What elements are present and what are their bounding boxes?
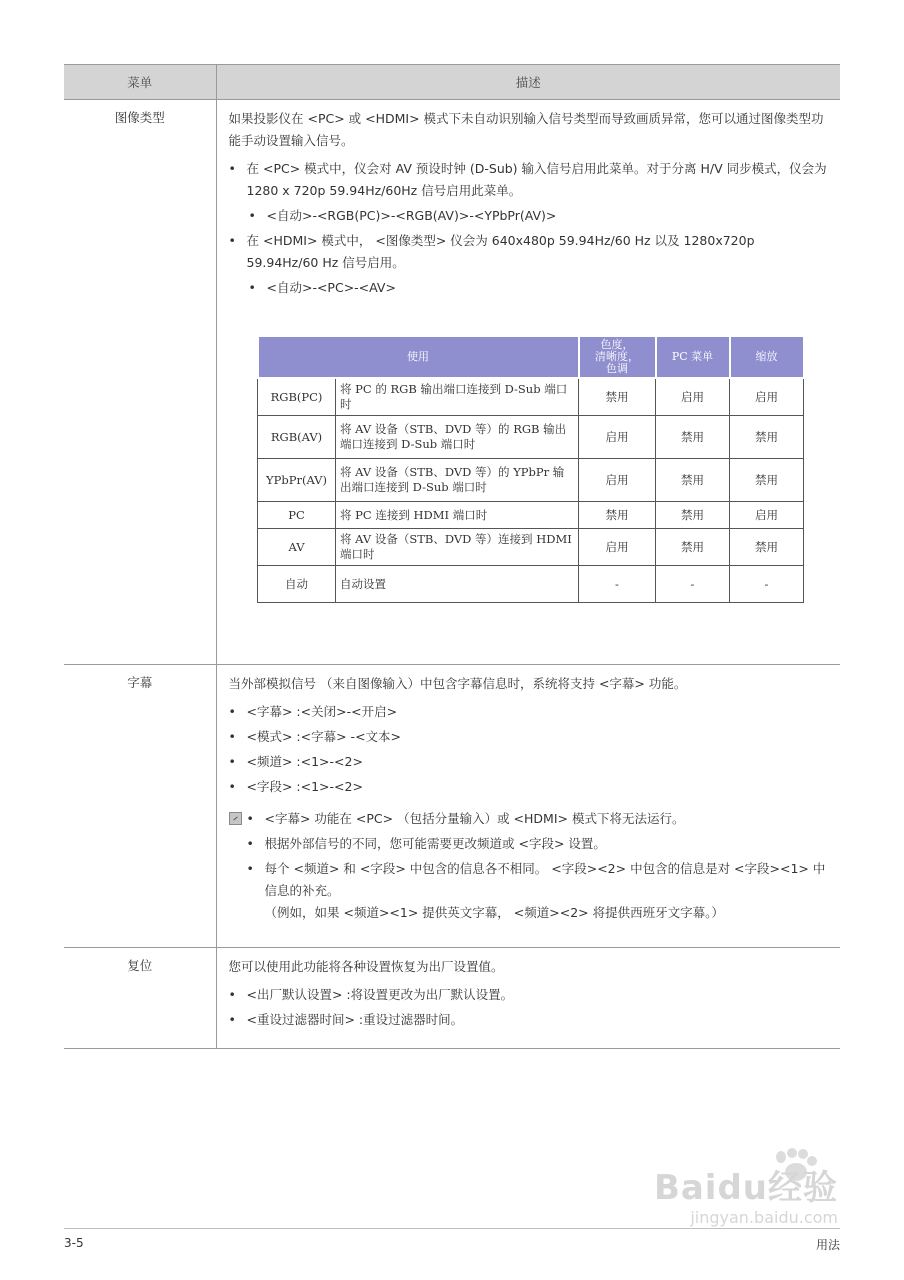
col-header-zoom: 缩放 xyxy=(730,336,804,378)
table-row xyxy=(258,378,804,416)
note-list xyxy=(247,808,831,924)
list-item: • <自动>-<PC>-<AV> xyxy=(249,277,831,299)
menu-reset: 复位 xyxy=(64,948,216,1049)
list-item: • <出厂默认设置> :将设置更改为出厂默认设置。 xyxy=(229,984,831,1006)
watermark-sub: jingyan.baidu.com xyxy=(690,1208,838,1227)
table-cell: 将 AV 设备（STB、DVD 等）的 RGB 输出端口连接到 D-Sub 端口时 xyxy=(336,416,579,459)
image-type-intro: 如果投影仪在 <PC> 或 <HDMI> 模式下未自动识别输入信号类型而导致画质异常，您可以通过图像类型功能手动设置输入信号。 xyxy=(228,111,824,148)
table-cell: RGB(PC) xyxy=(258,378,336,416)
table-row xyxy=(258,566,804,603)
image-type-table-wrap xyxy=(257,335,831,603)
header-menu: 菜单 xyxy=(64,65,216,100)
subtitle-list xyxy=(229,701,831,798)
footer-section: 用法 xyxy=(815,1238,840,1252)
image-type-list-2 xyxy=(229,230,831,274)
list-item: • <字段> :<1>-<2> xyxy=(229,776,831,798)
table-cell: - xyxy=(730,566,804,603)
menu-subtitle: 字幕 xyxy=(64,665,216,948)
settings-table xyxy=(64,64,840,1049)
image-type-sublist xyxy=(229,205,831,227)
table-cell: 将 PC 连接到 HDMI 端口时 xyxy=(336,502,579,529)
table-cell: 禁用 xyxy=(579,502,656,529)
table-cell: YPbPr(AV) xyxy=(258,459,336,502)
row-reset xyxy=(64,948,840,1049)
reset-list xyxy=(229,984,831,1031)
note-icon xyxy=(229,812,242,825)
table-cell: 禁用 xyxy=(730,459,804,502)
table-cell: 启用 xyxy=(579,459,656,502)
table-cell: 启用 xyxy=(656,378,730,416)
row-image-type xyxy=(64,100,840,665)
table-cell: 启用 xyxy=(579,416,656,459)
table-cell: 启用 xyxy=(730,502,804,529)
list-item: • 在 <HDMI> 模式中， <图像类型> 仪会为 640x480p 59.94Hz/60 Hz 以及 1280x720p 59.94Hz/60 Hz 信号启用。 xyxy=(229,230,831,274)
subtitle-intro: 当外部模拟信号 （来自图像输入）中包含字幕信息时，系统将支持 <字幕> 功能。 xyxy=(228,676,687,691)
subtitle-note xyxy=(229,808,831,924)
table-row xyxy=(258,502,804,529)
watermark xyxy=(638,1168,838,1248)
table-cell: RGB(AV) xyxy=(258,416,336,459)
table-header-row xyxy=(64,65,840,100)
image-type-table xyxy=(257,335,805,603)
table-cell: 自动设置 xyxy=(336,566,579,603)
list-item: • 在 <PC> 模式中，仪会对 AV 预设时钟 (D-Sub) 输入信号启用此菜单。对于分离 H/V 同步模式，仪会为 1280 x 720p 59.94Hz/60Hz 信号启用此菜单。 xyxy=(229,158,831,202)
list-item: • <自动>-<RGB(PC)>-<RGB(AV)>-<YPbPr(AV)> xyxy=(249,205,831,227)
desc-reset xyxy=(216,948,840,1049)
desc-image-type xyxy=(216,100,840,665)
list-item: • <模式> :<字幕> -<文本> xyxy=(229,726,831,748)
image-type-list xyxy=(229,158,831,202)
desc-subtitle xyxy=(216,665,840,948)
list-item: • <字幕> 功能在 <PC> （包括分量输入）或 <HDMI> 模式下将无法运行。 xyxy=(247,808,831,830)
note-example: （例如，如果 <频道><1> 提供英文字幕， <频道><2> 将提供西班牙文字幕。） xyxy=(264,905,724,920)
table-cell: 禁用 xyxy=(656,459,730,502)
table-cell: 启用 xyxy=(730,378,804,416)
table-cell: 禁用 xyxy=(730,416,804,459)
table-cell: 禁用 xyxy=(656,416,730,459)
footer-divider xyxy=(64,1228,840,1229)
table-cell: PC xyxy=(258,502,336,529)
image-type-sublist-2 xyxy=(229,277,831,299)
page-number: 3-5 xyxy=(64,1236,84,1250)
note-text: 每个 <频道> 和 <字段> 中包含的信息各不相同。 <字段><2> 中包含的信息是对 <字段><1> 中信息的补充。 xyxy=(264,861,826,898)
list-item xyxy=(247,858,831,924)
menu-image-type: 图像类型 xyxy=(64,100,216,665)
table-cell: 禁用 xyxy=(730,529,804,566)
list-item: • <频道> :<1>-<2> xyxy=(229,751,831,773)
table-cell: 将 PC 的 RGB 输出端口连接到 D-Sub 端口时 xyxy=(336,378,579,416)
row-subtitle xyxy=(64,665,840,948)
table-cell: AV xyxy=(258,529,336,566)
table-cell: 禁用 xyxy=(579,378,656,416)
table-cell: - xyxy=(656,566,730,603)
table-cell: 将 AV 设备（STB、DVD 等）连接到 HDMI 端口时 xyxy=(336,529,579,566)
watermark-main: Baidu经验 xyxy=(653,1168,838,1208)
col-header-pc-menu: PC 菜单 xyxy=(656,336,730,378)
header-description: 描述 xyxy=(216,65,840,100)
table-cell: 启用 xyxy=(579,529,656,566)
table-row xyxy=(258,459,804,502)
table-cell: - xyxy=(579,566,656,603)
table-cell: 禁用 xyxy=(656,502,730,529)
list-item: • <重设过滤器时间> :重设过滤器时间。 xyxy=(229,1009,831,1031)
reset-intro: 您可以使用此功能将各种设置恢复为出厂设置值。 xyxy=(228,959,504,974)
list-item: • <字幕> :<关闭>-<开启> xyxy=(229,701,831,723)
table-row xyxy=(258,416,804,459)
table-cell: 禁用 xyxy=(656,529,730,566)
table-row xyxy=(258,529,804,566)
col-header-color: 色度， 清晰度， 色调 xyxy=(579,336,656,378)
list-item: • 根据外部信号的不同，您可能需要更改频道或 <字段> 设置。 xyxy=(247,833,831,855)
table-cell: 自动 xyxy=(258,566,336,603)
table-cell: 将 AV 设备（STB、DVD 等）的 YPbPr 输出端口连接到 D-Sub 端口时 xyxy=(336,459,579,502)
col-header-usage: 使用 xyxy=(258,336,579,378)
